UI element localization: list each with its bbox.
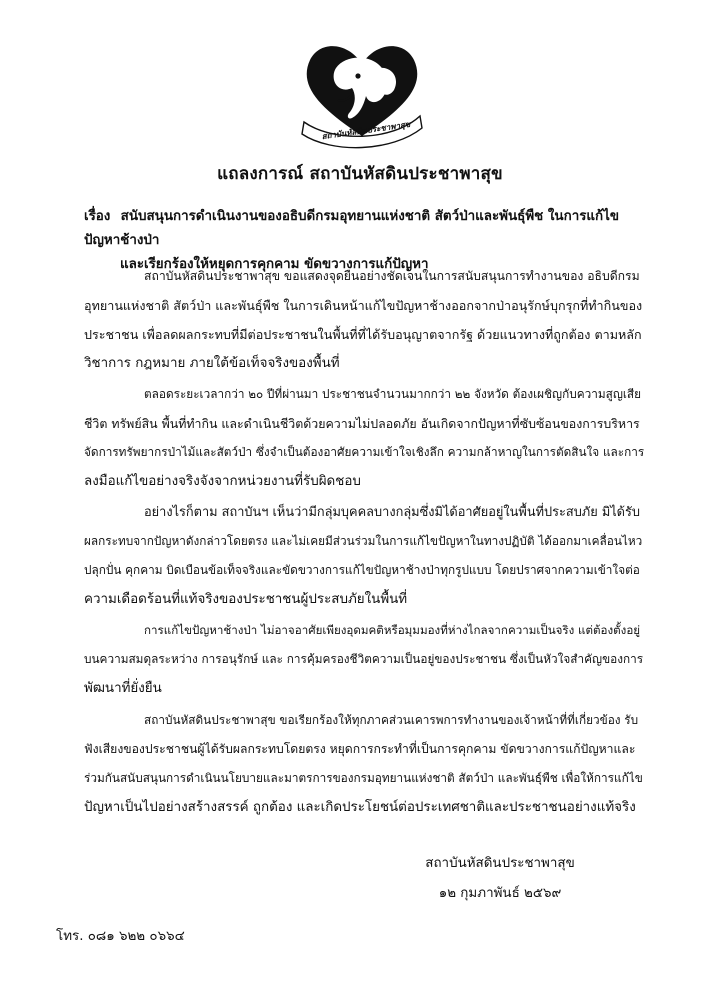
paragraph-5: [84, 706, 644, 822]
paragraph-line: จัดการทรัพยากรป่าไม้และสัตว์ป่า ซึ่งจำเป็นต้องอาศัยความเข้าใจเชิงลึก ความกล้าหาญในการตัดสินใจ และการ: [84, 445, 645, 459]
paragraph-3: [84, 498, 644, 614]
paragraph-line: อุทยานแห่งชาติ สัตว์ป่า และพันธุ์พืช ในการเดินหน้าแก้ไขปัญหาช้างออกจากป่าอนุรักษ์บุกรุกที่ทำกินของ: [84, 298, 643, 313]
paragraph-4: [84, 616, 644, 703]
statement-title: แถลงการณ์ สถาบันหัสดินประชาพาสุข: [217, 164, 503, 184]
signature-org: สถาบันหัสดินประชาพาสุข: [425, 856, 575, 871]
paragraph-line: ปลุกปั่น คุกคาม บิดเบือนข้อเท็จจริงและขัดขวางการแก้ไขปัญหาช้างป่าทุกรูปแบบ โดยปราศจากความเข้าใจต่อ: [84, 563, 640, 577]
paragraph-line: ความเดือดร้อนที่แท้จริงของประชาชนผู้ประสบภัยในพื้นที่: [84, 592, 408, 607]
signature-date: ๑๒ กุมภาพันธ์ ๒๕๖๙: [438, 886, 562, 901]
paragraph-line: ชีวิต ทรัพย์สิน พื้นที่ทำกิน และดำเนินชีวิตด้วยความไม่ปลอดภัย อันเกิดจากปัญหาที่ซับซ้อนของการบริหาร: [84, 416, 640, 431]
paragraph-line: การแก้ไขปัญหาช้างป่า ไม่อาจอาศัยเพียงอุดมคติหรือมุมมองที่ห่างไกลจากความเป็นจริง แต่ต้องตั้งอยู่: [144, 623, 641, 637]
paragraph-line: สถาบันหัสดินประชาพาสุข ขอเรียกร้องให้ทุกภาคส่วนเคารพการทำงานของเจ้าหน้าที่ที่เกี่ยวข้อง รับ: [144, 713, 639, 727]
institute-logo: [292, 38, 432, 150]
paragraph-line: พัฒนาที่ยั่งยืน: [84, 681, 162, 696]
paragraph-line: วิชาการ กฎหมาย ภายใต้ข้อเท็จจริงของพื้นที่: [84, 356, 340, 371]
paragraph-line: บนความสมดุลระหว่าง การอนุรักษ์ และ การคุ้มครองชีวิตความเป็นอยู่ของประชาชน ซึ่งเป็นหัวใจสำคัญของการ: [84, 652, 644, 666]
contact-phone: โทร. ๐๘๑ ๖๒๒ ๐๖๖๔: [56, 929, 185, 944]
subject-label: เรื่อง: [84, 209, 111, 224]
paragraph-line: ผลกระทบจากปัญหาดังกล่าวโดยตรง และไม่เคยมีส่วนร่วมในการแก้ไขปัญหาในทางปฏิบัติ ได้ออกมาเคลื่อนไหว: [84, 534, 643, 548]
paragraph-line: อย่างไรก็ตาม สถาบันฯ เห็นว่ามีกลุ่มบุคคลบางกลุ่มซึ่งมิได้อาศัยอยู่ในพื้นที่ประสบภัย มิได้รับ: [144, 505, 640, 520]
paragraph-line: ร่วมกันสนับสนุนการดำเนินนโยบายและมาตรการของกรมอุทยานแห่งชาติ สัตว์ป่า และพันธุ์พืช เพื่อให้การแก้ไข: [84, 771, 643, 785]
logo-banner-text: สถาบันหัสดินประชาพาสุข: [321, 119, 411, 142]
paragraph-line: ฟังเสียงของประชาชนผู้ได้รับผลกระทบโดยตรง หยุดการกระทำที่เป็นการคุกคาม ขัดขวางการแก้ปัญหาและ: [84, 742, 636, 756]
paragraph-1: [84, 262, 644, 378]
paragraph-line: ปัญหาเป็นไปอย่างสร้างสรรค์ ถูกต้อง และเกิดประโยชน์ต่อประเทศชาติและประชาชนอย่างแท้จริง: [84, 800, 636, 815]
paragraph-line: ลงมือแก้ไขอย่างจริงจังจากหน่วยงานที่รับผิดชอบ: [84, 474, 361, 489]
paragraph-line: ตลอดระยะเวลากว่า ๒๐ ปีที่ผ่านมา ประชาชนจำนวนมากกว่า ๒๒ จังหวัด ต้องเผชิญกับความสูญเสีย: [144, 387, 642, 401]
subject-line-2: และเรียกร้องให้หยุดการคุกคาม ขัดขวางการแก้ปัญหา: [120, 257, 429, 272]
paragraph-line: สถาบันหัสดินประชาพาสุข ขอแสดงจุดยืนอย่างชัดเจนในการสนับสนุนการทำงานของ อธิบดีกรม: [144, 269, 640, 283]
subject-line-1: สนับสนุนการดำเนินงานของอธิบดีกรมอุทยานแห่งชาติ สัตว์ป่าและพันธุ์พืช ในการแก้ไขปัญหาช้างป่า: [84, 209, 620, 248]
paragraph-2: [84, 380, 644, 496]
paragraph-line: ประชาชน เพื่อลดผลกระทบที่มีต่อประชาชนในพื้นที่ที่ได้รับอนุญาตจากรัฐ ด้วยแนวทางที่ถูกต้อง ตามหลัก: [84, 327, 642, 342]
